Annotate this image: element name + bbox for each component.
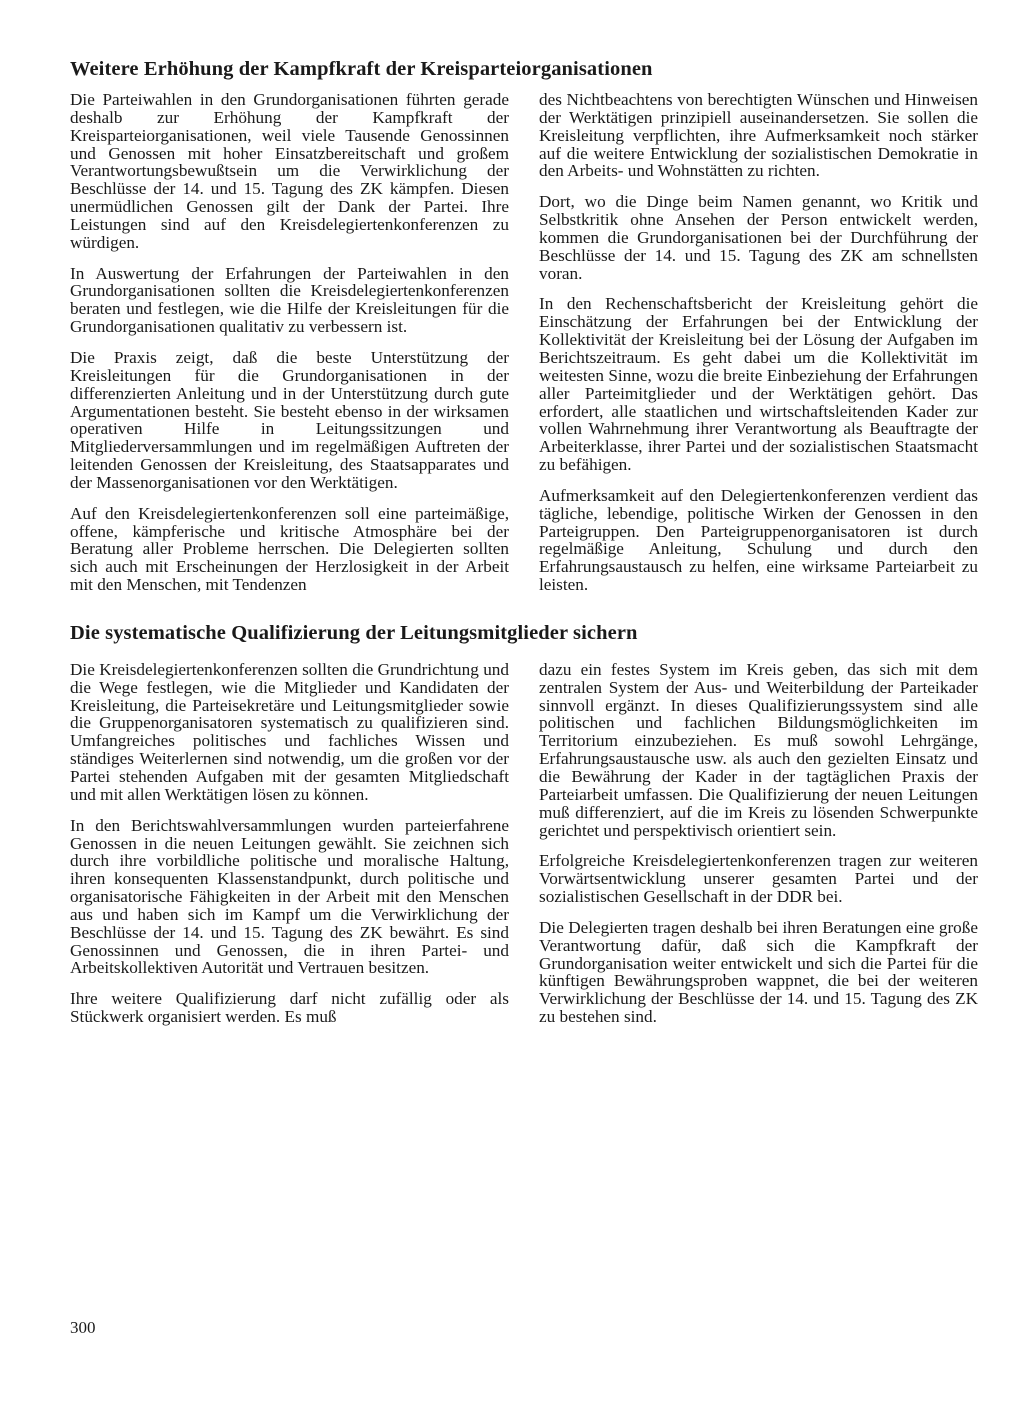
paragraph: des Nichtbeachtens von berechtigten Wünschen und Hinweisen der Werktätigen prinzipiell auseinandersetzen. Sie sollen die Kreisleitung verpflichten, ihre Aufmerksamkeit noch stärker auf die weitere Entwicklung der sozialistischen Demokratie in den Arbeits- und Wohnstätten zu richten. bbox=[539, 90, 978, 181]
left-column bbox=[70, 91, 509, 594]
right-column bbox=[539, 91, 978, 594]
paragraph: Dort, wo die Dinge beim Namen genannt, wo Kritik und Selbstkritik ohne Ansehen der Person entwickelt werden, kommen die Grundorganisationen bei der Durchführung der Beschlüsse der 14. und 15. Tagung des ZK am schnellsten voran. bbox=[539, 192, 978, 283]
paragraph: In den Berichtswahlversammlungen wurden parteierfahrene Genossen in die neuen Leitungen gewählt. Sie zeichnen sich durch ihre vorbildliche politische und moralische Haltung, ihren konsequenten Klassenstandpunkt, durch politische und organisatorische Fähigkeiten in der Arbeit mit den Menschen aus und haben sich im Kampf um die Verwirklichung der Beschlüsse der 14. und 15. Tagung des ZK bewährt. Es sind Genossinnen und Genossen, die in ihren Partei- und Arbeitskollektiven Autorität und Vertrauen besitzen. bbox=[70, 815, 509, 978]
section-columns bbox=[70, 661, 978, 1026]
right-column bbox=[539, 661, 978, 1026]
section-heading: Die systematische Qualifizierung der Leitungsmitglieder sichern bbox=[70, 621, 638, 644]
paragraph: Auf den Kreisdelegiertenkonferenzen soll eine parteimäßige, offene, kämpferische und kritische Atmosphäre bei der Beratung aller Probleme herrschen. Die Delegierten sollten sich auch mit Erscheinungen der Herzlosigkeit in der Arbeit mit den Menschen, mit Tendenzen bbox=[70, 503, 509, 595]
paragraph: Die Praxis zeigt, daß die beste Unterstützung der Kreisleitungen für die Grundorganisationen in der differenzierten Anleitung und in der Unterstützung durch gute Argumentationen besteht. Sie besteht ebenso in der wirksamen operativen Hilfe in Leitungssitzungen und Mitgliederversammlungen und im regelmäßigen Auftreten der leitenden Genossen der Kreisleitung, des Staatsapparates und der Massenorganisationen vor den Werktätigen. bbox=[70, 347, 509, 492]
left-column bbox=[70, 661, 509, 1026]
section-columns bbox=[70, 91, 978, 594]
paragraph: Erfolgreiche Kreisdelegiertenkonferenzen tragen zur weiteren Vorwärtsentwicklung unserer gesamten Partei und der sozialistischen Gesellschaft in der DDR bei. bbox=[539, 851, 978, 907]
paragraph: dazu ein festes System im Kreis geben, das sich mit dem zentralen System der Aus- und Weiterbildung der Parteikader sinnvoll ergänzt. In dieses Qualifizierungssystem sind alle politischen und fachlichen Bildungsmöglichkeiten im Territorium einzubeziehen. Es muß sowohl Lehrgänge, Erfahrungsaustausche usw. als auch den gezielten Einsatz und die Bewährung der Kader in der tagtäglichen Praxis der Parteiarbeit umfassen. Die Qualifizierung der neuen Leitungen muß differenziert, auf die im Kreis zu lösenden Schwerpunkte gerichtet und perspektivisch orientiert sein. bbox=[539, 659, 978, 840]
document-page bbox=[70, 56, 978, 1026]
paragraph: Aufmerksamkeit auf den Delegiertenkonferenzen verdient das tägliche, lebendige, politische Wirken der Genossen in den Parteigruppen. Den Parteigruppenorganisatoren ist durch regelmäßige Anleitung, Schulung und durch den Erfahrungsaustausch zu helfen, eine wirksame Parteiarbeit zu leisten. bbox=[539, 485, 978, 595]
page-number: 300 bbox=[70, 1318, 96, 1337]
paragraph: In den Rechenschaftsbericht der Kreisleitung gehört die Einschätzung der Erfahrungen bei der Entwicklung der Kollektivität der Kreisleitung bei der Lösung der Aufgaben im Berichtszeitraum. Es geht dabei um die Kollektivität im weitesten Sinne, wozu die breite Einbeziehung der Erfahrungen aller Parteimitglieder und der Werktätigen gehört. Das erfordert, alle staatlichen und wirtschaftsleitenden Kader zur vollen Wahrnehmung ihrer Verantwortung als Beauftragte der Arbeiterklasse, ihrer Partei und der sozialistischen Staatsmacht zu befähigen. bbox=[539, 294, 978, 475]
paragraph: Die Delegierten tragen deshalb bei ihren Beratungen eine große Verantwortung dafür, daß sich die Kampfkraft der Grundorganisation weiter entwickelt und sich die Partei für die künftigen Bewährungsproben wappnet, die bei der weiteren Verwirklichung der Beschlüsse der 14. und 15. Tagung des ZK zu bestehen sind. bbox=[539, 917, 978, 1027]
paragraph: Die Kreisdelegiertenkonferenzen sollten die Grundrichtung und die Wege festlegen, wie die Mitglieder und Kandidaten der Kreisleitung, die Parteisekretäre und Leitungsmitglieder sowie die Gruppenorganisatoren systematisch zu qualifizieren sind. Umfangreiches politisches und fachliches Wissen und ständiges Weiterlernen sind notwendig, um die großen vor der Partei stehenden Aufgaben mit der gesamten Mitgliedschaft und mit allen Werktätigen lösen zu können. bbox=[70, 659, 509, 804]
paragraph: Die Parteiwahlen in den Grundorganisationen führten gerade deshalb zur Erhöhung der Kampfkraft der Kreisparteiorganisationen, weil viele Tausende Genossinnen und Genossen mit hoher Einsatzbereitschaft und großem Verantwortungsbewußtsein um die Verwirklichung der Beschlüsse der 14. und 15. Tagung des ZK kämpfen. Diesen unermüdlichen Genossen gilt der Dank der Partei. Ihre Leistungen sind auf den Kreisdelegiertenkonferenzen zu würdigen. bbox=[70, 90, 509, 252]
paragraph: In Auswertung der Erfahrungen der Parteiwahlen in den Grundorganisationen sollten die Kreisdelegiertenkonferenzen beraten und festlegen, wie die Hilfe der Kreisleitungen für die Grundorganisationen qualitativ zu verbessern ist. bbox=[70, 263, 509, 337]
section-heading: Weitere Erhöhung der Kampfkraft der Kreisparteiorganisationen bbox=[70, 58, 653, 80]
paragraph: Ihre weitere Qualifizierung darf nicht zufällig oder als Stückwerk organisiert werden. Es muß bbox=[70, 989, 509, 1027]
